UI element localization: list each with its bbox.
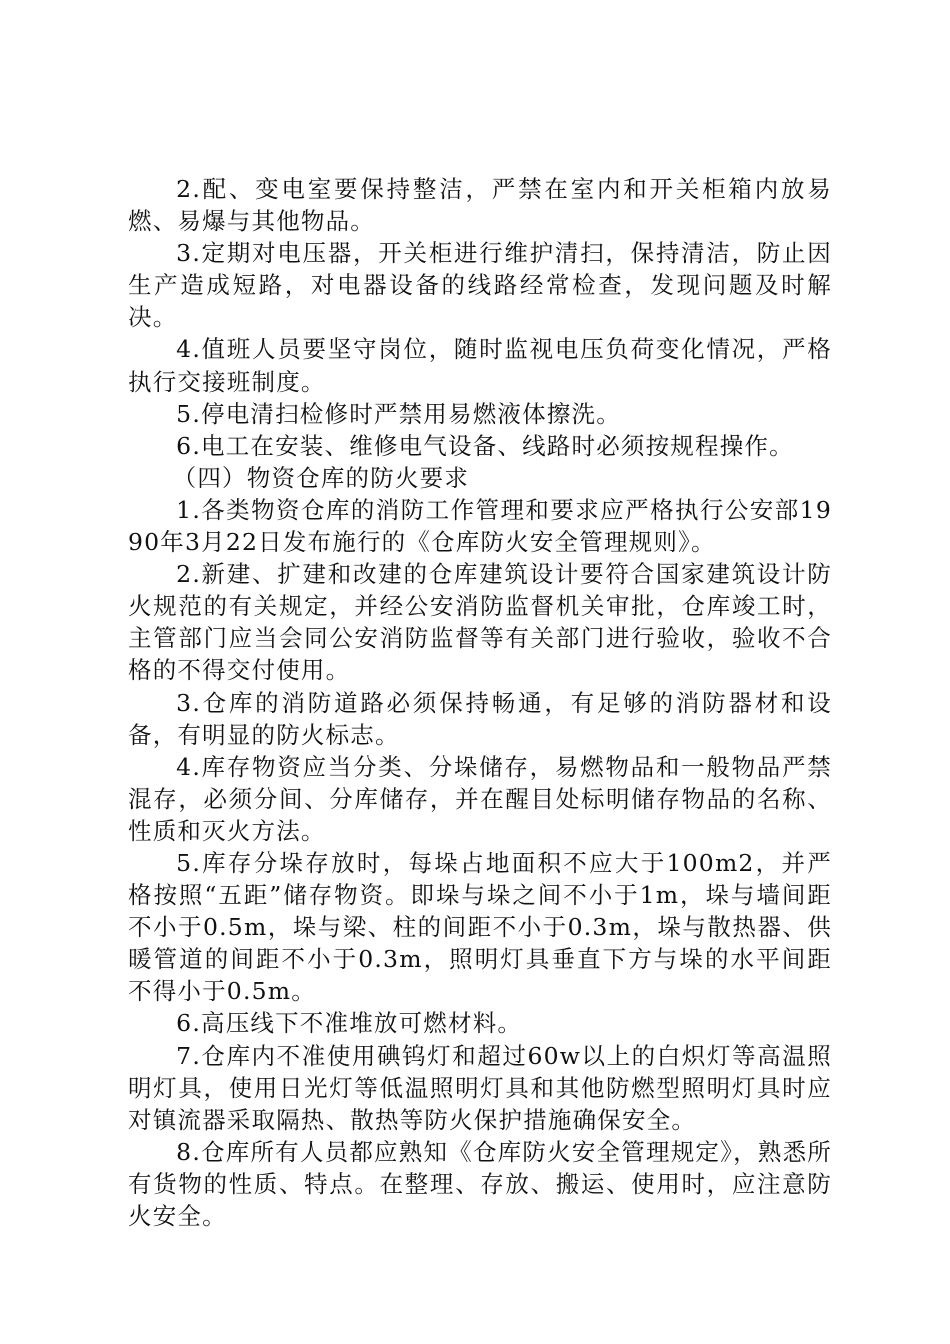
warehouse-item-6: 6.高压线下不准堆放可燃材料。: [176, 1009, 523, 1038]
warehouse-item-4: 4.库存物资应当分类、分垛储存，易燃物品和一般物品严禁混存，必须分间、分库储存，并在醒目处标明储存物品的名称、性质和灭火方法。: [128, 752, 832, 845]
warehouse-item-7: 7.仓库内不准使用碘钨灯和超过60w以上的白炽灯等高温照明灯具，使用日光灯等低温照明灯具和其他防燃型照明灯具时应对镇流器采取隔热、散热等防火保护措施确保安全。: [128, 1041, 832, 1134]
paragraph-item-5: 5.停电清扫检修时严禁用易燃液体擦洗。: [176, 399, 621, 428]
paragraph-item-4: 4.值班人员要坚守岗位，随时监视电压负荷变化情况，严格执行交接班制度。: [128, 335, 832, 396]
document-body: [128, 173, 832, 1232]
warehouse-item-5: 5.库存分垛存放时，每垛占地面积不应大于100m2，并严格按照“五距”储存物资。即垛与垛之间不小于1m，垛与墙间距不小于0.5m，垛与梁、柱的间距不小于0.3m，垛与散热器、供暖管道的间距不小于0.3m，照明灯具垂直下方与垛的水平间距不得小于0.5m。: [128, 848, 832, 1006]
paragraph-item-3: 3.定期对电压器，开关柜进行维护清扫，保持清洁，防止因生产造成短路，对电器设备的线路经常检查，发现问题及时解决。: [128, 239, 832, 332]
paragraph-item-6: 6.电工在安装、维修电气设备、线路时必须按规程操作。: [176, 431, 794, 460]
paragraph-item-2: 2.配、变电室要保持整洁，严禁在室内和开关柜箱内放易燃、易爆与其他物品。: [128, 175, 832, 236]
warehouse-item-2: 2.新建、扩建和改建的仓库建筑设计要符合国家建筑设计防火规范的有关规定，并经公安消防监督机关审批，仓库竣工时，主管部门应当会同公安消防监督等有关部门进行验收，验收不合格的不得交付使用。: [128, 560, 832, 685]
section-heading-warehouse: （四）物资仓库的防火要求: [172, 463, 470, 492]
warehouse-item-8: 8.仓库所有人员都应熟知《仓库防火安全管理规定》，熟悉所有货物的性质、特点。在整理、存放、搬运、使用时，应注意防火安全。: [128, 1137, 832, 1230]
warehouse-item-3: 3.仓库的消防道路必须保持畅通，有足够的消防器材和设备，有明显的防火标志。: [128, 688, 832, 749]
warehouse-item-1: 1.各类物资仓库的消防工作管理和要求应严格执行公安部1990年3月22日发布施行的《仓库防火安全管理规则》。: [128, 495, 832, 557]
